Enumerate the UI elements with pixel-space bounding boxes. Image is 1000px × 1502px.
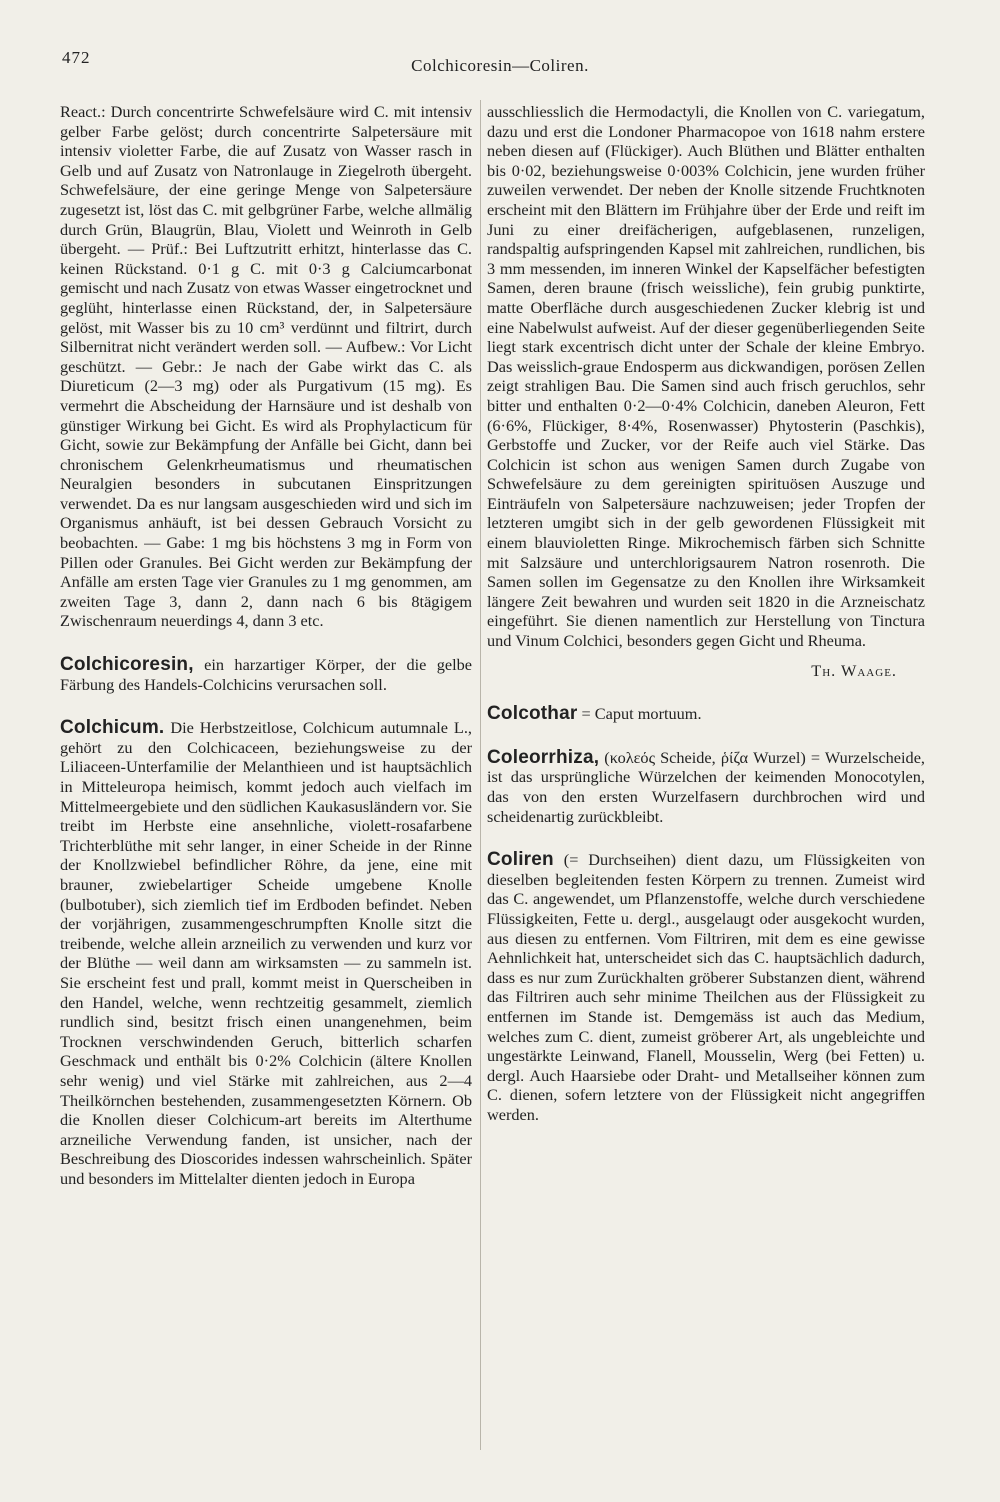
entry-coliren: [487, 850, 925, 1124]
entry-text: Die Herbstzeitlose, Colchicum autumnale L., gehört zu den Colchicaceen, beziehungsweise zu der Liliaceen-Unterfamilie der Melanthieen und ist hauptsächlich in Mitteleuropa heimisch, kommt jedoch auch vielfach im Mittelmeergebiete und den südlichen Kaukasusländern vor. Sie treibt im Herbste eine ansehnliche, violett-rosafarbene Trichterblüthe mit sehr langer, in einer Scheide in der Rinne der Knollzwiebel befindlicher Röhre, da jene, eine mit brauner, zwiebelartiger Scheide umgebene Knolle (bulbotuber), sich ziemlich tief im Erdboden befindet. Neben der vorjährigen, zusammengeschrumpften Knolle sitzt die treibende, welche allein arzneilich zu verwenden und kurz vor der Blüthe — weil dann am wirksamsten — zu sammeln ist. Sie erscheint fest und prall, kommt meist in Querscheiben in den Handel, welche, wenn rechtzeitig gesammelt, ziemlich rundlich sind, besitzt frisch einen unangenehmen, beim Trocknen verschwindenden Geruch, bitterlich scharfen Geschmack und enthält bis 0·2% Colchicin (ältere Knollen sehr wenig) und viel Stärke mit zahlreichen, aus 2—4 Theilkörnchen bestehenden, zusammengesetzten Körnern. Ob die Knollen dieser Colchicum-art bereits im Alterthume arzneiliche Verwendung fanden, ist unsicher, nach der Beschreibung des Dioscorides indessen wahrscheinlich. Später und besonders im Mittelalter dienten jedoch in Europa: [60, 718, 472, 1188]
entry-headword: Colcothar: [487, 703, 578, 725]
entry-text: (κολεός Scheide, ῥίζα Wurzel) = Wurzelscheide, ist das ursprüngliche Würzelchen der keimenden Monocotylen, das von den ersten Wurzelfasern durchbrochen wird und scheidenartig zurückbleibt.: [487, 747, 925, 826]
entry-colchicum: [60, 718, 472, 1188]
entry-text: (= Durchseihen) dient dazu, um Flüssigkeiten von dieselben begleitenden festen Körpern zu trennen. Zumeist wird das C. angewendet, um Pflanzenstoffe, welche durch verschiedene Flüssigkeiten, Fette u. dergl., ausgelaugt oder ausgekocht wurden, aus diesen zu entfernen. Vom Filtriren, mit dem es eine gewisse Aehnlichkeit hat, unterscheidet sich das C. hauptsächlich dadurch, dass es nur zum Zurückhalten gröberer Substanzen dient, während das Filtriren auch sehr minime Theilchen aus der Flüssigkeit zu entfernen im Stande ist. Demgemäss ist auch das Medium, welches zum C. dient, zumeist gröberer Art, als ungebleichte und ungestärkte Leinwand, Flanell, Mousselin, Werg (bei Fetten) u. dergl. Auch Haarsiebe oder Draht- und Metallseiher können zum C. dienen, sofern letztere von der Flüssigkeit nicht angegriffen werden.: [487, 850, 925, 1124]
page-number: 472: [62, 48, 91, 67]
entry-colcothar: [487, 704, 925, 724]
entry-headword: Colchicoresin,: [60, 654, 194, 676]
entry-text: ein harzartiger Körper, der die gelbe Färbung des Handels-Colchicins verursachen soll.: [60, 655, 472, 694]
colchicin-reaction-paragraph: React.: Durch concentrirte Schwefelsäure wird C. mit intensiv gelber Farbe gelöst; durch concentrirte Salpetersäure mit intensiv violetter Farbe, die auf Zusatz von Wasser rasch in Gelb und auf Zusatz von Natronlauge in Ziegelroth übergeht. Schwefelsäure, der eine geringe Menge von Salpetersäure zugesetzt ist, löst das C. mit gelbgrüner Farbe, welche allmälig durch Grün, Blaugrün, Blau, Violett und Weinroth in Gelb übergeht. — Prüf.: Bei Luftzutritt erhitzt, hinterlasse das C. keinen Rückstand. 0·1 g C. mit 0·3 g Calciumcarbonat gemischt und nach Zusatz von etwas Wasser eingetrocknet und geglüht, hinterlasse einen Rückstand, der, in Salpetersäure gelöst, mit Wasser bis zu 10 cm³ verdünnt und filtrirt, durch Silbernitrat nicht verändert werden soll. — Aufbew.: Vor Licht geschützt. — Gebr.: Je nach der Gabe wirkt das C. als Diureticum (2—3 mg) oder als Purgativum (15 mg). Es vermehrt die Abscheidung der Harnsäure und ist deshalb von günstiger Wirkung bei Gicht. Es wird als Prophylacticum für Gicht, sowie zur Bekämpfung der Anfälle bei Gicht, dann bei chronischem Gelenkrheumatismus und rheumatischen Neuralgien besonders in subcutanen Einspritzungen verwendet. Da es nur langsam ausgeschieden wird und sich im Organismus anhäuft, ist bei dessen Gebrauch Vorsicht zu beobachten. — Gabe: 1 mg bis höchstens 3 mg in Form von Pillen oder Granules. Bei Gicht werden zur Bekämpfung der Anfälle am ersten Tage vier Granules zu 1 mg genommen, am zweiten Tage 3, dann 2, dann nach 6 bis 8tägigem Zwischenraum neuerdings 4, dann 3 etc.: [60, 102, 472, 631]
entry-headword: Colchicum.: [60, 717, 165, 739]
entry-headword: Coliren: [487, 849, 554, 871]
author-signature: Th. Waage.: [811, 660, 897, 680]
entry-coleorrhiza: [487, 748, 925, 826]
entry-text: = Caput mortuum.: [577, 704, 702, 724]
colchicum-continuation: ausschliesslich die Hermodactyli, die Knollen von C. variegatum, dazu und erst die Londoner Pharmacopoe von 1618 nahm erstere neben diesen auf (Flückiger). Auch Blüthen und Blätter enthalten bis 0·02, beziehungsweise 0·003% Colchicin, jene wurden früher zuweilen verwendet. Der neben der Knolle sitzende Fruchtknoten erscheint mit den Blättern im Frühjahre über der Erde und reift im Juni zu einer dreifächerigen, aufgeblasenen, runzeligen, randspaltig aufspringenden Kapsel mit zahlreichen, rundlichen, bis 3 mm messenden, im inneren Winkel der Kapselfächer befestigten Samen, deren braune (frisch weissliche), fein grubig punktirte, matte Oberfläche durch ausgeschiedenen Zucker klebrig ist und eine Nabelwulst aufweist. Auf der dieser gegenüberliegenden Seite liegt stark excentrisch dicht unter der Schale der kleine Embryo. Das weisslich-graue Endosperm aus dickwandigen, porösen Zellen zeigt strahligen Bau. Die Samen sind auch frisch geruchlos, sehr bitter und enthalten 0·2—0·4% Colchicin, daneben Aleuron, Fett (6·6%, Flückiger, 8·4%, Rosenwasser) Phytosterin (Paschkis), Gerbstoffe und Zucker, vor der Reife auch viel Stärke. Das Colchicin ist schon aus wenigen Samen durch Zugabe von Schwefelsäure zu dem gereinigten spirituösen Auszuge und Einträufeln von Salpetersäure nachzuweisen; jeder Tropfen der letzteren umgibt sich in der gelb gewordenen Flüssigkeit mit einem blauvioletten Ringe. Mikrochemisch färben sich Schnitte mit Salzsäure und unterchlorigsaurem Natron rosenroth. Die Samen sollen im Gegensatze zu den Knollen ihre Wirksamkeit längere Zeit bewahren und wurden seit 1820 in die Arzneischatz eingeführt. Sie dienen namentlich zur Herstellung von Tinctura und Vinum Colchici, besonders gegen Gicht und Rheuma.: [487, 102, 925, 651]
left-column: [60, 102, 472, 1188]
right-column: [487, 102, 925, 1125]
entry-colchicoresin: [60, 655, 472, 694]
entry-headword: Coleorrhiza,: [487, 746, 600, 768]
running-title: Colchicoresin—Coliren.: [411, 56, 589, 75]
column-divider: [480, 100, 481, 1450]
